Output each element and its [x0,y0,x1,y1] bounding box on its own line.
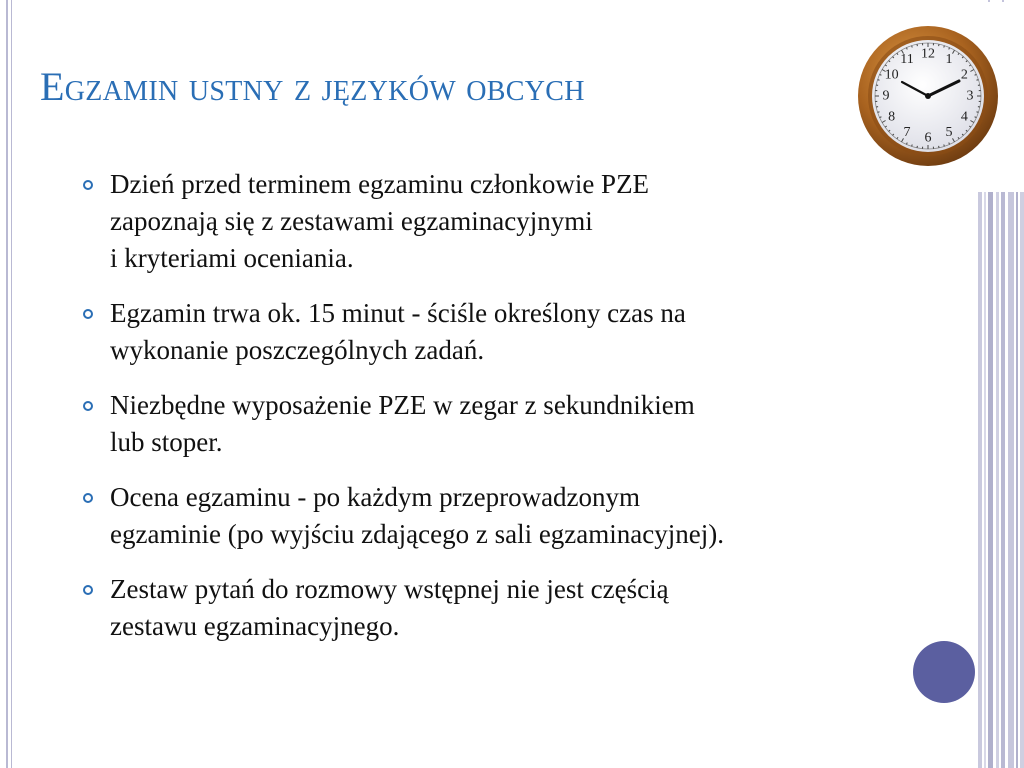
right-decorative-stripes [978,192,1024,768]
clock-tick [878,80,880,81]
clock-tick [944,46,945,48]
wall-clock-icon [856,24,1000,168]
decorative-circle [913,641,975,703]
bullet-line: lub stoper. [110,427,223,457]
left-border-line [6,0,8,768]
bullet-line: wykonanie poszczególnych zadań. [110,335,485,365]
bullet-line: zestawu egzaminacyjnego. [110,611,400,641]
clock-numeral: 6 [924,130,932,146]
clock-numeral: 7 [903,124,911,140]
bullet-item [80,571,940,645]
bullet-text [110,571,940,645]
clock-numeral: 5 [945,124,953,140]
bullet-text [110,387,940,461]
bullet-item [80,295,940,369]
clock-numeral: 11 [900,52,914,68]
clock-numeral: 3 [966,88,974,104]
top-right-stripes [978,0,1024,2]
bullet-line: Ocena egzaminu - po każdym przeprowadzonym [110,482,641,512]
clock-numeral: 8 [888,109,896,125]
slide-title: Egzamin ustny z języków obcych [40,64,585,109]
bullet-item [80,387,940,461]
left-border-line-thin [11,0,12,768]
bullet-line: Niezbędne wyposażenie PZE w zegar z sekundnikiem [110,390,695,420]
clock-numeral: 10 [884,67,899,83]
clock-tick [912,145,913,147]
clock-tick [977,80,979,81]
bullet-line: Dzień przed terminem egzaminu członkowie PZE [110,169,650,199]
clock-tick [878,112,880,113]
bullet-circle-icon [83,401,93,411]
bullet-circle-icon [83,309,93,319]
bullet-item [80,166,940,277]
bullet-list [80,166,940,663]
clock-numeral: 2 [960,67,968,83]
clock-numeral: 4 [960,109,968,125]
clock-numeral: 9 [882,88,890,104]
clock-numeral: 1 [945,52,953,68]
bullet-line: egzaminie (po wyjściu zdającego z sali egzaminacyjnej). [110,519,724,549]
bullet-circle-icon [83,493,93,503]
bullet-line: Egzamin trwa ok. 15 minut - ściśle określony czas na [110,298,686,328]
bullet-circle-icon [83,180,93,190]
clock-tick [944,145,945,147]
bullet-item [80,479,940,553]
clock-tick [912,46,913,48]
clock-tick [977,112,979,113]
bullet-circle-icon [83,585,93,595]
bullet-line: Zestaw pytań do rozmowy wstępnej nie jest częścią [110,574,669,604]
bullet-line: i kryteriami oceniania. [110,243,354,273]
bullet-text [110,479,940,553]
bullet-line: zapoznają się z zestawami egzaminacyjnymi [110,206,593,236]
bullet-text [110,166,940,277]
bullet-text [110,295,940,369]
clock-numeral: 12 [921,46,935,62]
